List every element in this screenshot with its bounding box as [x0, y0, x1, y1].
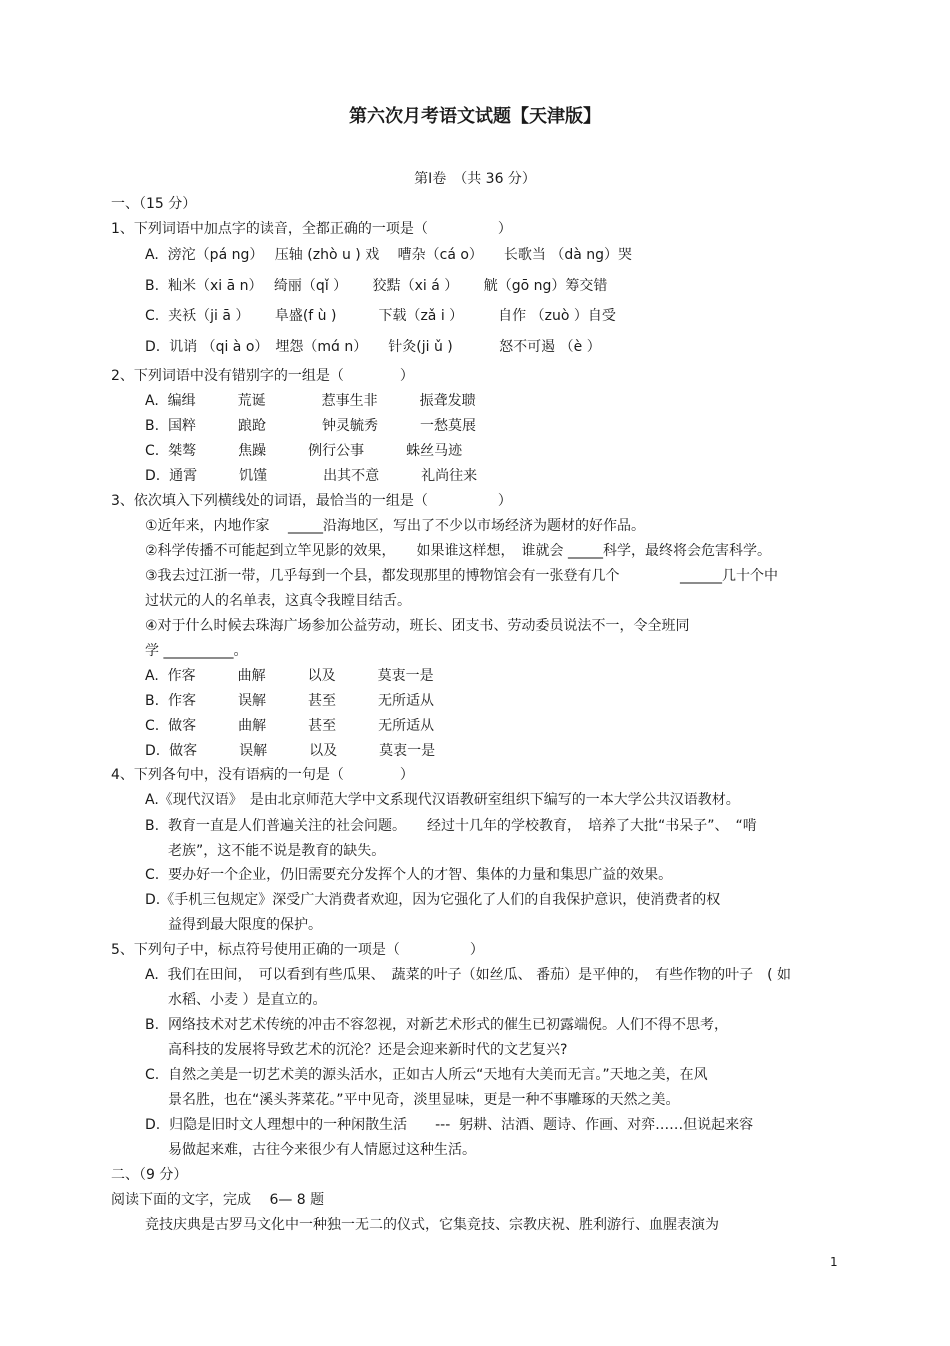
text-line: C. 桀骜 焦躁 例行公事 蛛丝马迹 — [145, 443, 463, 459]
page-number: 1 — [830, 1255, 838, 1269]
text-line: D.《手机三包规定》深受广大消费者欢迎，因为它强化了人们的自我保护意识，使消费者的权 — [145, 892, 721, 908]
text-line: B. 籼米（xi ā n） 绮丽（qǐ ） 狡黠（xi á ） 觥（gō ng）筹交错 — [145, 278, 608, 294]
text-line: 4、下列各句中，没有语病的一句是（ ） — [111, 767, 414, 783]
text-line: C. 做客 曲解 甚至 无所适从 — [145, 718, 435, 734]
section-subtitle: 第Ⅰ卷 （共 36 分） — [414, 171, 536, 187]
text-line: 易做起来难，古往今来很少有人情愿过这种生活。 — [168, 1142, 476, 1158]
text-line: ②科学传播不可能起到立竿见影的效果， 如果谁这样想， 谁就会 _____科学，最终将会危害科学。 — [145, 543, 771, 559]
text-line: 过状元的人的名单表，这真令我瞠目结舌。 — [145, 593, 411, 609]
text-line: 1、下列词语中加点字的读音，全都正确的一项是（ ） — [111, 221, 512, 237]
text-line: ③我去过江浙一带，几乎每到一个县，都发现那里的博物馆会有一张登有几个 ______几十个中 — [145, 568, 778, 584]
text-line: A. 作客 曲解 以及 莫衷一是 — [145, 668, 434, 684]
text-line: B. 教育一直是人们普遍关注的社会问题。 经过十几年的学校教育， 培养了大批“书呆子”、 “啃 — [145, 818, 757, 834]
text-line: D. 讥诮 （qi à o） 埋怨（mɑ́ n） 针灸(ji ǔ ) 怒不可遏 （è ） — [145, 339, 601, 355]
text-line: 益得到最大限度的保护。 — [168, 917, 322, 933]
text-line: D. 归隐是旧时文人理想中的一种闲散生活 --- 躬耕、沽酒、题诗、作画、对弈……但说起来容 — [145, 1117, 754, 1133]
text-line: C. 要办好一个企业，仍旧需要充分发挥个人的才智、集体的力量和集思广益的效果。 — [145, 867, 673, 883]
text-line: 5、下列句子中，标点符号使用正确的一项是（ ） — [111, 942, 484, 958]
text-line: A. 编缉 荒诞 惹事生非 振聋发聩 — [145, 393, 476, 409]
page-title: 第六次月考语文试题【天津版】 — [349, 106, 601, 127]
text-line: ①近年来，内地作家 _____沿海地区，写出了不少以市场经济为题材的好作品。 — [145, 518, 645, 534]
text-line: 高科技的发展将导致艺术的沉沦？还是会迎来新时代的文艺复兴? — [168, 1042, 568, 1058]
text-line: C. 自然之美是一切艺术美的源头活水，正如古人所云“天地有大美而无言。”天地之美，在风 — [145, 1067, 708, 1083]
text-line: 3、依次填入下列横线处的词语，最恰当的一组是（ ） — [111, 493, 512, 509]
text-line: B. 国粹 踉跄 钟灵毓秀 一愁莫展 — [145, 418, 476, 434]
text-line: B. 作客 误解 甚至 无所适从 — [145, 693, 434, 709]
text-line: 老族”，这不能不说是教育的缺失。 — [168, 843, 386, 859]
text-line: 竞技庆典是古罗马文化中一种独一无二的仪式，它集竞技、宗教庆祝、胜利游行、血腥表演为 — [145, 1217, 719, 1233]
text-line: D. 通霄 饥馑 出其不意 礼尚往来 — [145, 468, 478, 484]
text-line: 2、下列词语中没有错别字的一组是（ ） — [111, 368, 414, 384]
text-line: 二、（9 分） — [111, 1167, 188, 1183]
text-line: D. 做客 误解 以及 莫衷一是 — [145, 743, 436, 759]
text-line: A. 滂沱（pá ng） 压轴 (zhò u ) 戏 嘈杂（cá o） 长歌当 （dà ng）哭 — [145, 247, 633, 263]
text-line: 学 __________。 — [145, 643, 248, 659]
text-line: B. 网络技术对艺术传统的冲击不容忽视，对新艺术形式的催生已初露端倪。人们不得不思考， — [145, 1017, 728, 1033]
text-line: 景名胜，也在“溪头荠菜花。”平中见奇，淡里显味，更是一种不事雕琢的天然之美。 — [168, 1092, 680, 1108]
text-line: ④对于什么时候去珠海广场参加公益劳动，班长、团支书、劳动委员说法不一，令全班同 — [145, 618, 690, 634]
text-line: C. 夹袄（ji ā ） 阜盛(f ù ) 下载（zǎ i ） 自作 （zuò ）自受 — [145, 308, 616, 324]
text-line: A. 我们在田间， 可以看到有些瓜果、 蔬菜的叶子（如丝瓜、 番茄）是平伸的， 有些作物的叶子 ( 如 — [145, 967, 792, 983]
text-line: 阅读下面的文字，完成 6— 8 题 — [111, 1192, 325, 1208]
text-line: A.《现代汉语》 是由北京师范大学中文系现代汉语教研室组织下编写的一本大学公共汉语教材。 — [145, 792, 740, 808]
text-line: 一、（15 分） — [111, 196, 197, 212]
text-line: 水稻、小麦 ）是直立的。 — [168, 992, 327, 1008]
